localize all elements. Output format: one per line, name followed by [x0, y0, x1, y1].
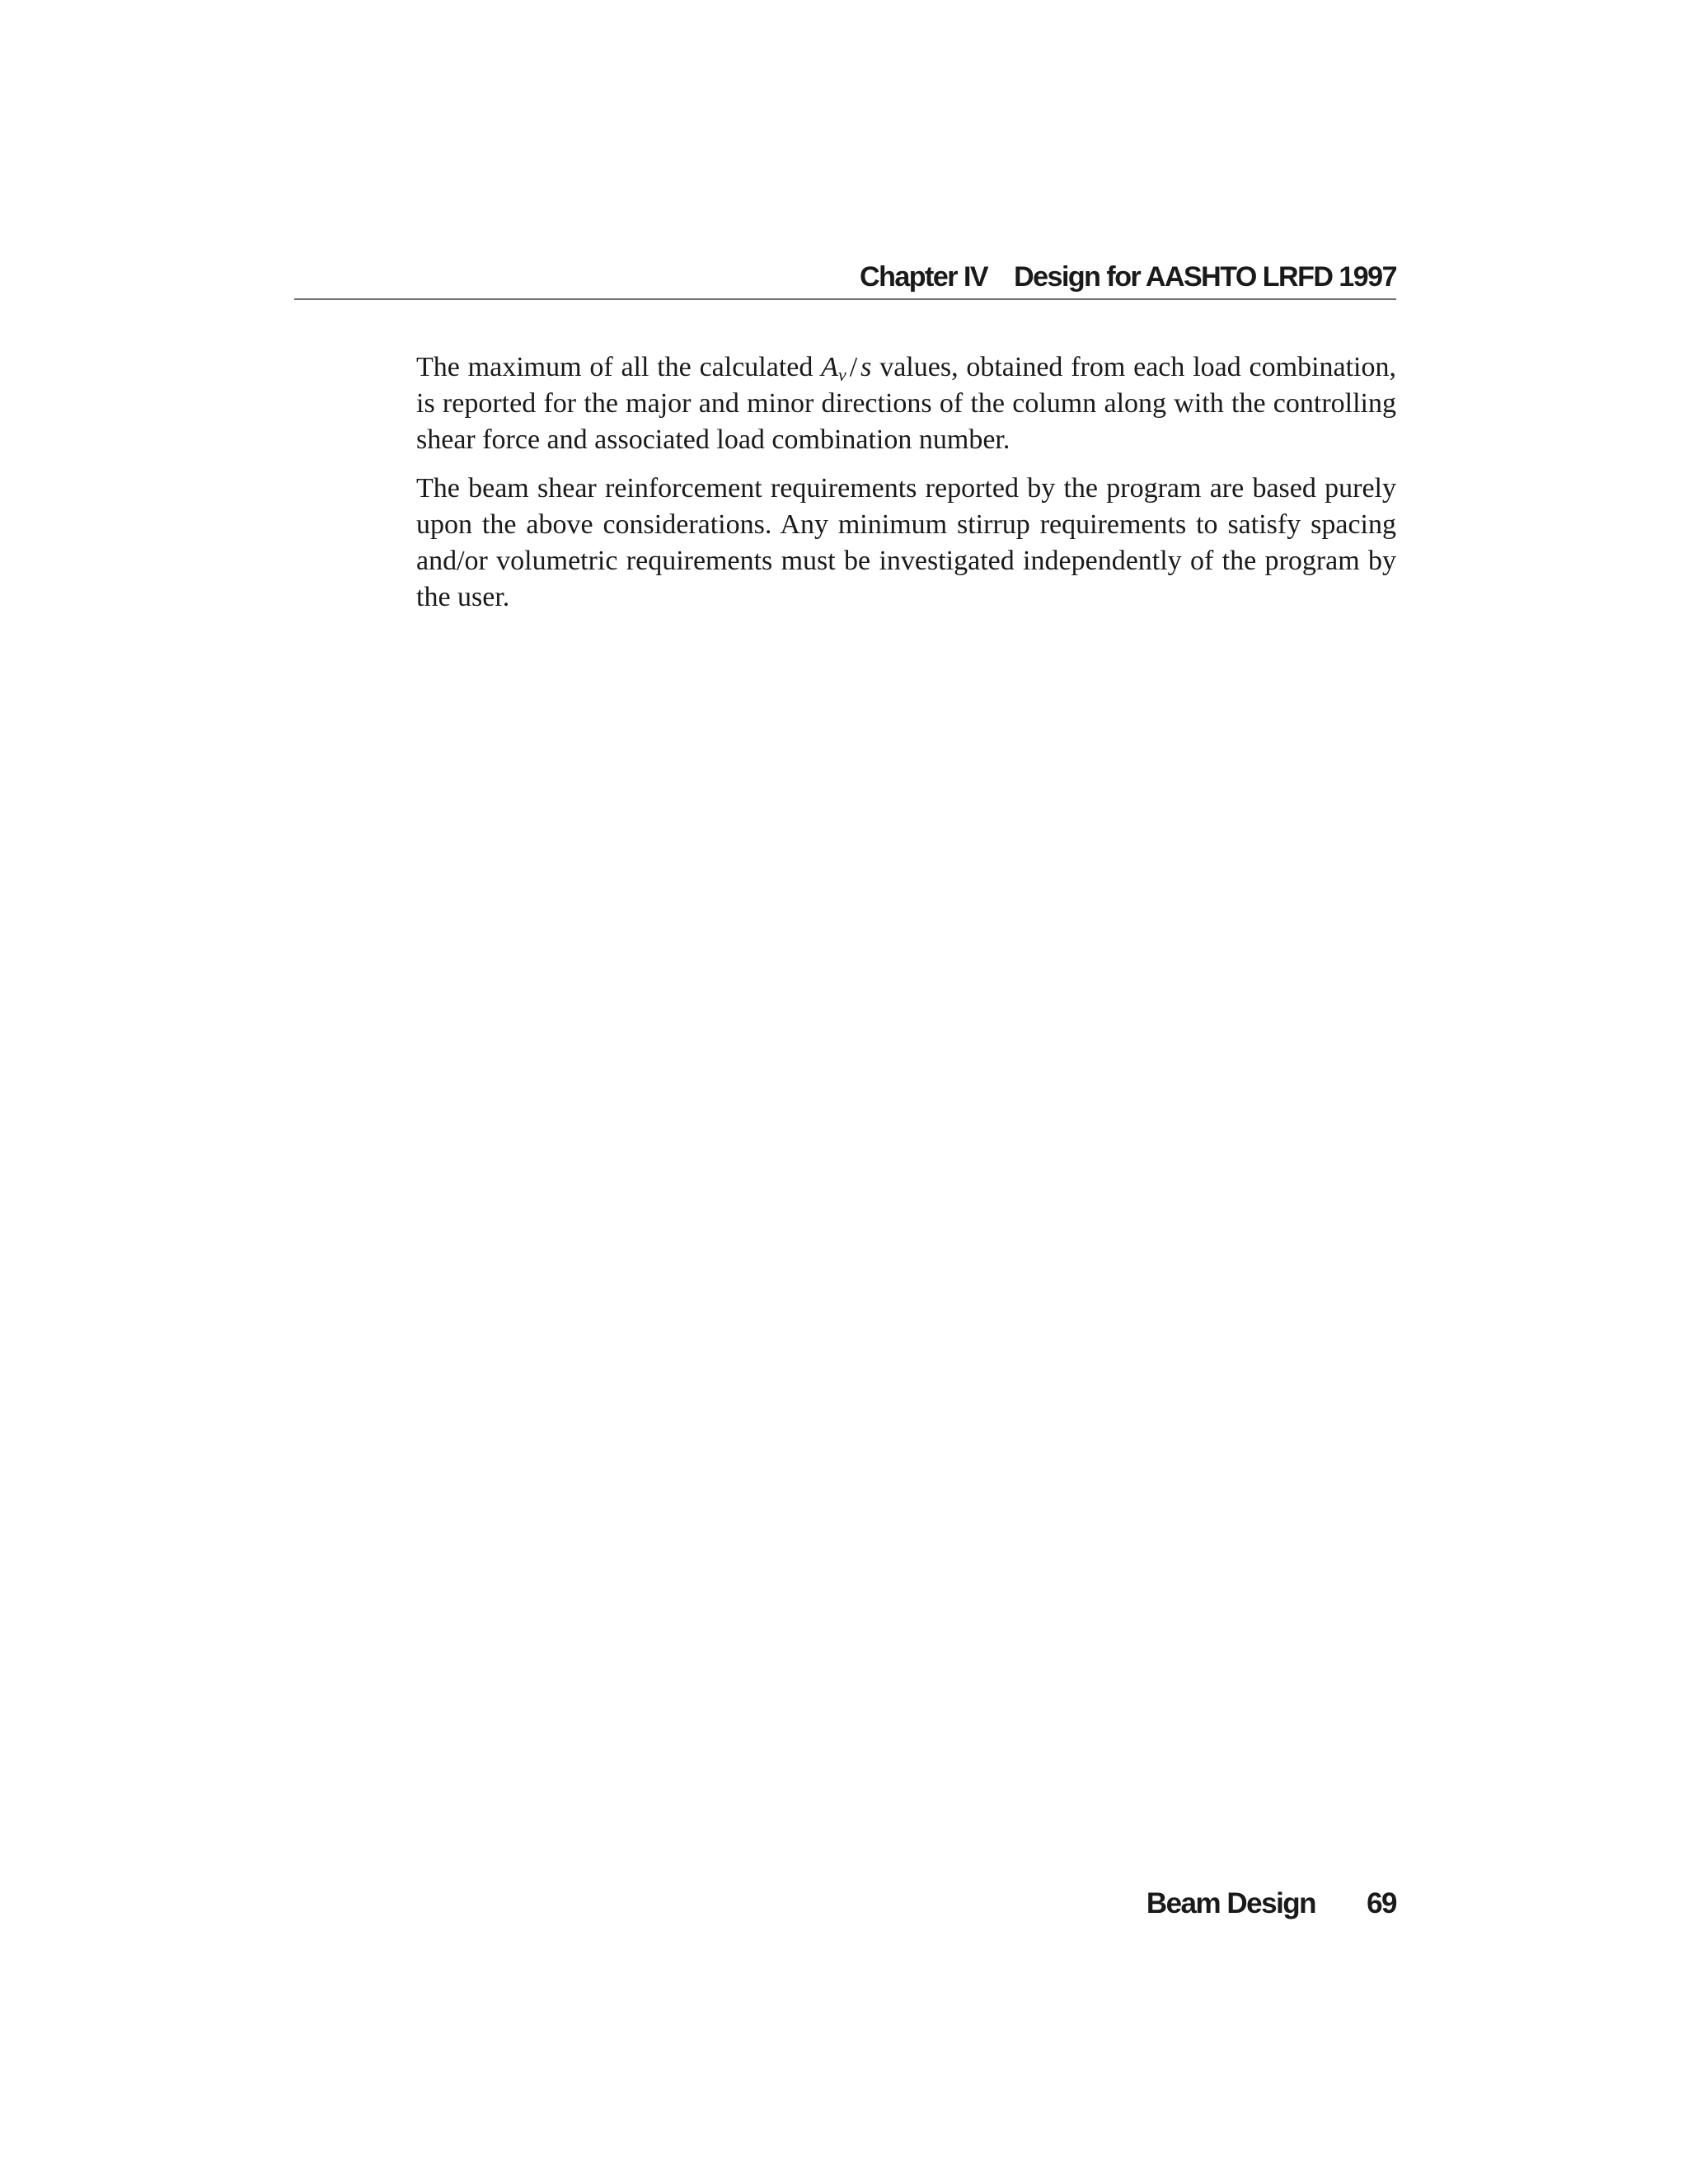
paragraph-2: The beam shear reinforcement requirements reported by the program are based purely upon the above considerations. Any minimum stirrup requirements to satisfy spacing and/or volumetric requirements must be investigated independently of the program by the user.: [416, 473, 1396, 612]
body-text: [416, 349, 1396, 628]
running-header: [294, 262, 1396, 300]
paragraph-1: [416, 349, 1396, 458]
formula-denominator: s: [860, 352, 872, 382]
running-footer: [824, 1887, 1396, 1920]
av-over-s-formula: [821, 352, 872, 385]
chapter-label: Chapter IV: [860, 261, 988, 293]
formula-subscript: v: [837, 364, 846, 385]
paragraph-1-rest: values, obtained from each load combination, is reported for the major and minor directions of the column along with the controlling shear force and associated load combination number.: [416, 352, 1396, 455]
page-number: 69: [1367, 1887, 1396, 1919]
footer-section-title: Beam Design: [1146, 1887, 1316, 1919]
paragraph-1-lead: The maximum of all the calculated: [416, 352, 822, 382]
formula-base: A: [821, 352, 838, 382]
chapter-title: Design for AASHTO LRFD 1997: [1014, 261, 1396, 293]
formula-slash: /: [849, 352, 858, 382]
